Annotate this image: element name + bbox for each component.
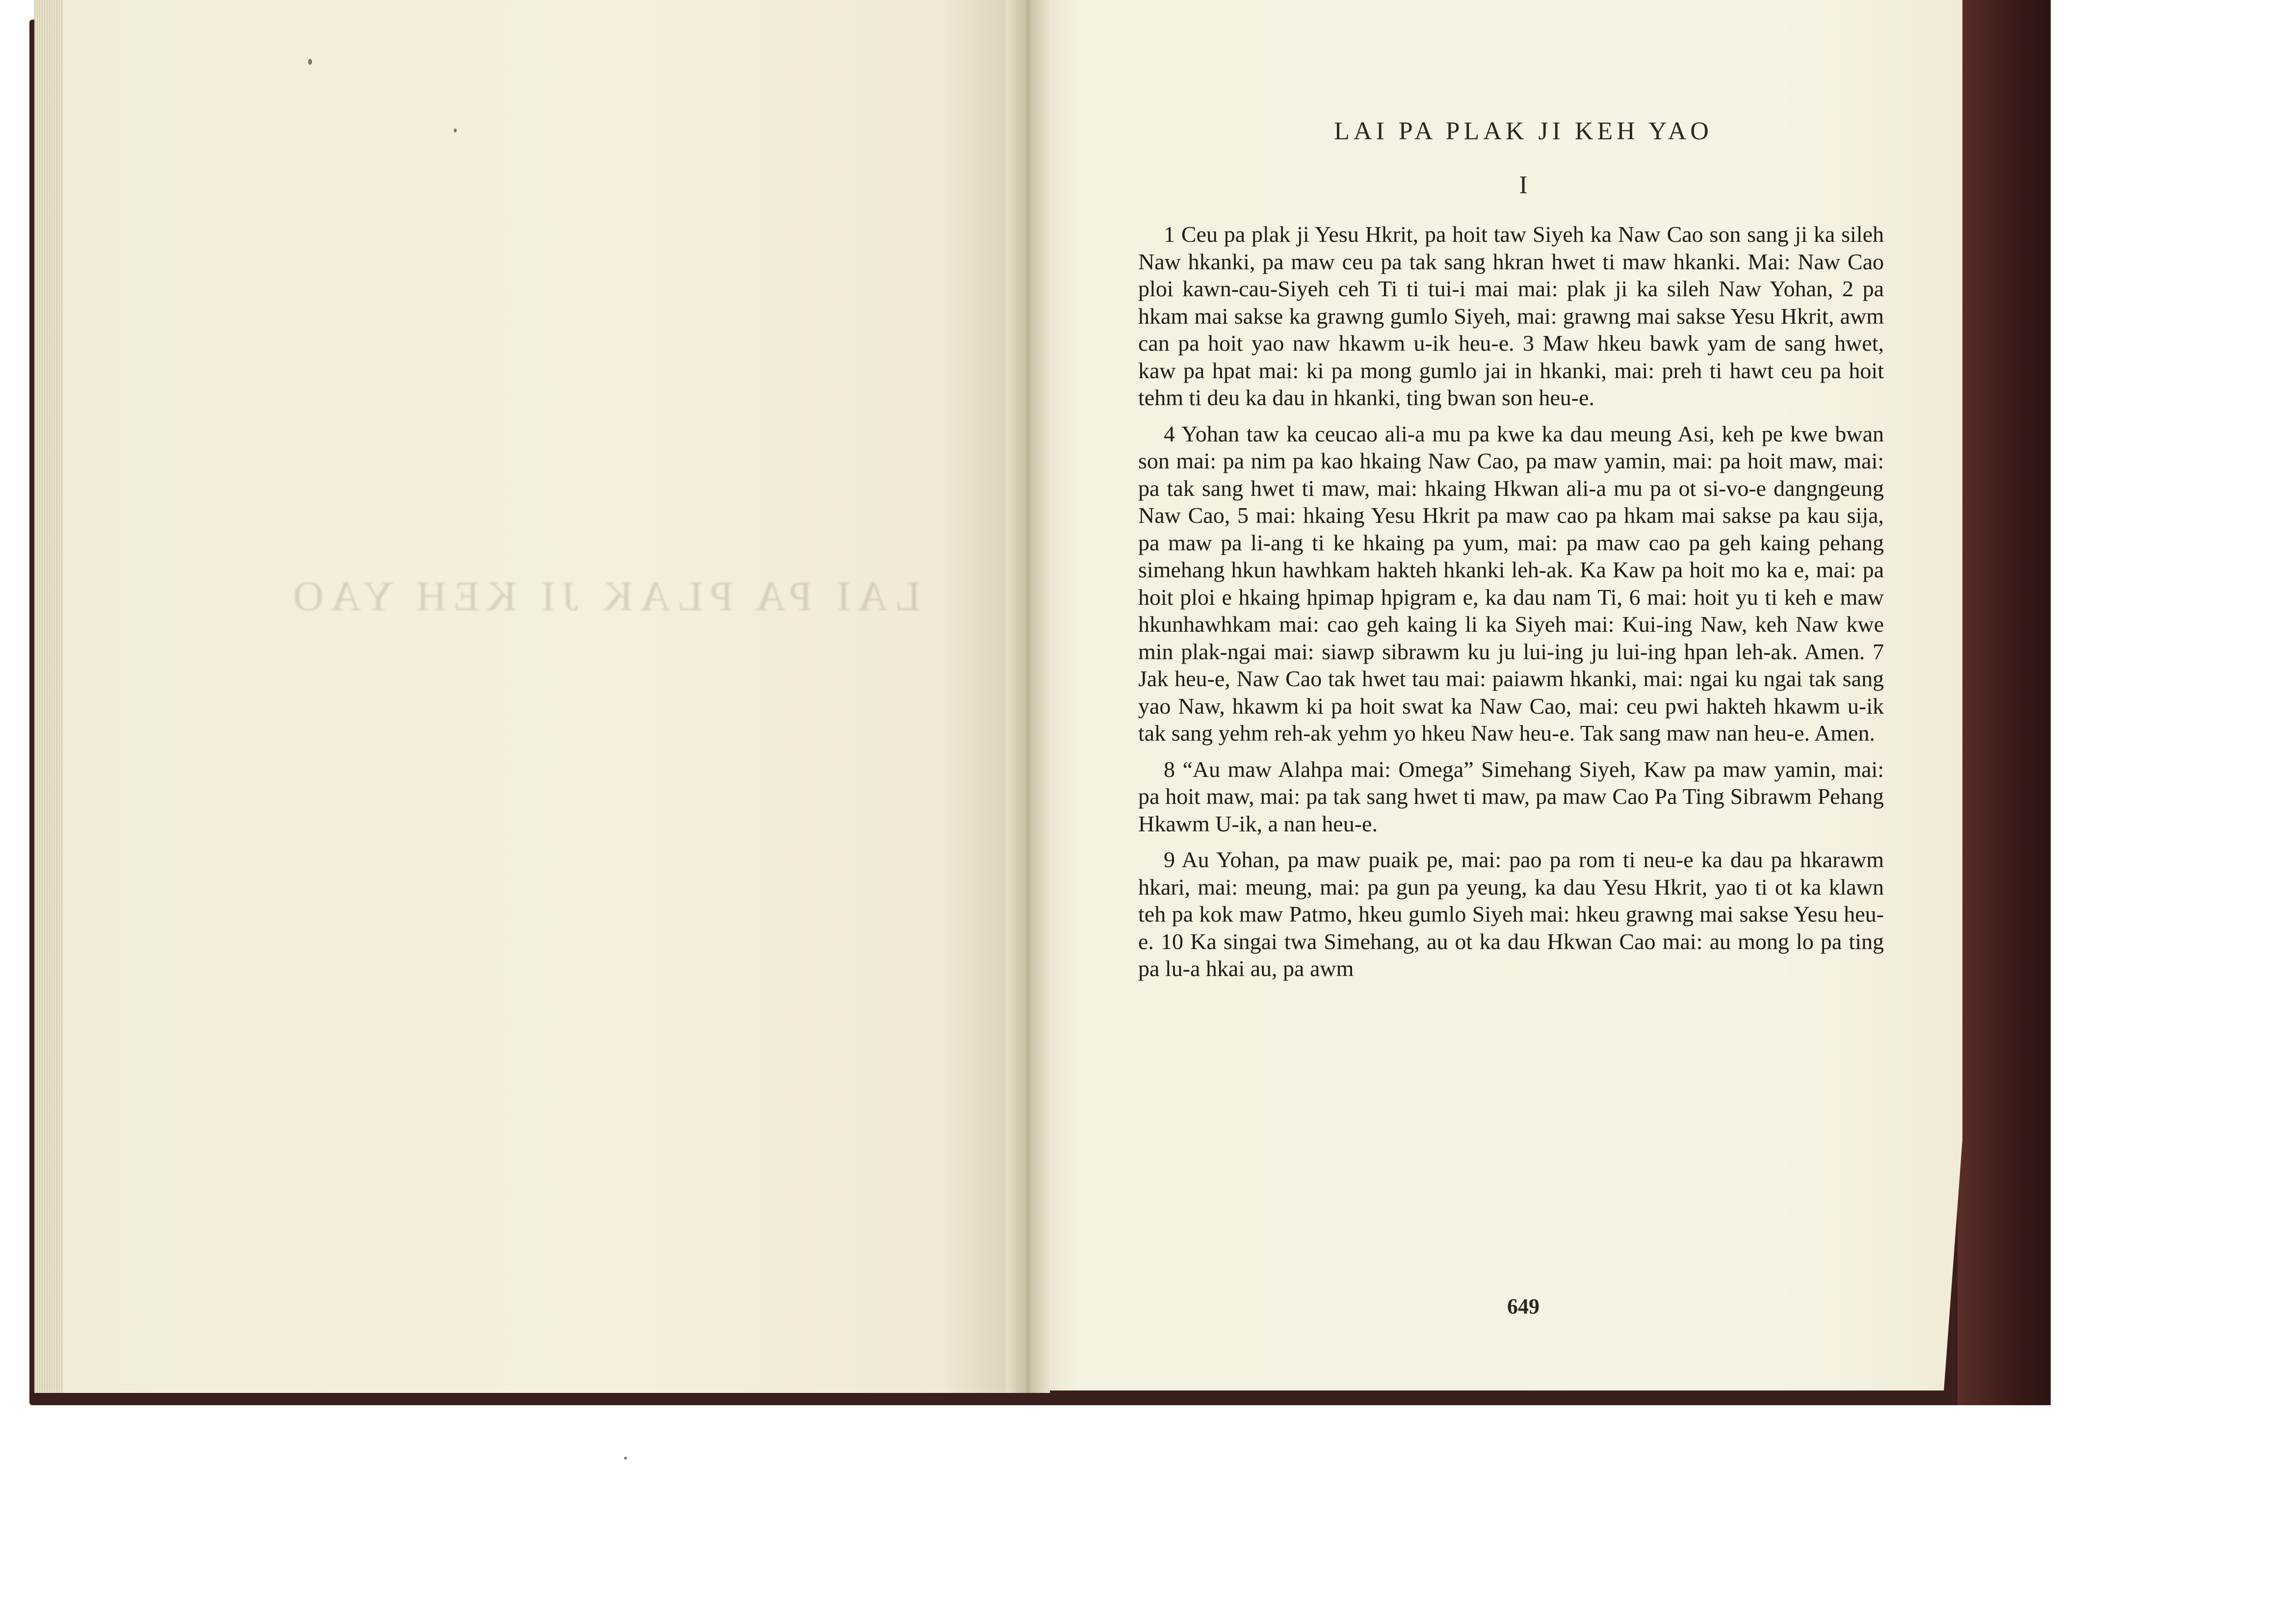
chapter-number: I <box>1519 171 1528 199</box>
speck-mark <box>308 59 312 65</box>
body-text <box>1138 221 1884 991</box>
paragraph: 1 Ceu pa plak ji Yesu Hkrit, pa hoit taw Siyeh ka Naw Cao son sang ji ka sileh Naw hkanki, pa maw ceu pa tak sang hkran hwet ti maw hkanki. Mai: Naw Cao ploi kawn-cau-Siyeh ceh Ti ti tui-i mai mai: plak ji ka sileh Naw Yohan, 2 pa hkam mai sakse ka grawng gumlo Siyeh, mai: grawng mai sakse Yesu Hkrit, awm can pa hoit yao naw hkawm u-ik heu-e. 3 Maw hkeu bawk yam de sang hwet, kaw pa hpat mai: ki pa mong gumlo jai in hkanki, mai: preh ti hawt ceu pa hoit tehm ti deu ka dau in hkanki, ting bwan son heu-e. <box>1138 222 1884 410</box>
paragraph: 4 Yohan taw ka ceucao ali-a mu pa kwe ka dau meung Asi, keh pe kwe bwan son mai: pa nim pa kao hkaing Naw Cao, pa maw yamin, mai: pa hoit maw, mai: pa tak sang hwet ti maw, mai: hkaing Hkwan ali-a mu pa ot si-vo-e dangngeung Naw Cao, 5 mai: hkaing Yesu Hkrit pa maw cao pa hkam mai sakse pa kau sija, pa maw pa li-ang ti ke hkaing pa yum, mai: pa maw cao pa geh kaing pehang simehang hkun hawhkam hakteh hkanki leh-ak. Ka Kaw pa hoit mo ka e, mai: pa hoit ploi e hkaing hpimap hpigram e, ka dau nam Ti, 6 mai: hoit yu ti keh e maw hkunhawhkam mai: cao geh kaing li ka Siyeh mai: Kui-ing Naw, keh Naw kwe min plak-ngai mai: siawp sibrawm ku ju lui-ing ju lui-ing hpan leh-ak. Amen. 7 Jak heu-e, Naw Cao tak hwet tau mai: paiawm hkanki, mai: ngai ku ngai tak sang yao Naw, hkawm ki pa hoit swat ka Naw Cao, mai: ceu pwi hakteh hkawm u-ik tak sang yehm reh-ak yehm yo hkeu Naw heu-e. Tak sang maw nan heu-e. Amen. <box>1138 421 1884 746</box>
speck-mark <box>624 1457 627 1460</box>
page-edges <box>34 0 64 1393</box>
book-gutter <box>1006 0 1050 1393</box>
paragraph: 8 “Au maw Alahpa mai: Omega” Simehang Siyeh, Kaw pa maw yamin, mai: pa hoit maw, mai: pa tak sang hwet ti maw, pa maw Cao Pa Ting Sibrawm Pehang Hkawm U-ik, a nan heu-e. <box>1138 756 1884 836</box>
page-number: 649 <box>1507 1294 1539 1318</box>
speck-mark <box>454 129 457 132</box>
paragraph: 9 Au Yohan, pa maw puaik pe, mai: pao pa rom ti neu-e ka dau pa hkarawm hkari, mai: meung, mai: pa gun pa yeung, ka dau Yesu Hkrit, yao ti ot ka klawn teh pa kok maw Patmo, hkeu gumlo Siyeh mai: hkeu grawng mai sakse Yesu heu-e. 10 Ka singai twa Simehang, au ot ka dau Hkwan Cao mai: au mong lo pa ting pa lu-a hkai au, pa awm <box>1138 847 1884 981</box>
cover-edge <box>1957 0 2051 1405</box>
running-head: LAI PA PLAK JI KEH YAO <box>1334 117 1713 145</box>
show-through-heading: LAI PA PLAK JI KEH YAO <box>286 572 921 619</box>
left-page <box>34 0 1020 1393</box>
